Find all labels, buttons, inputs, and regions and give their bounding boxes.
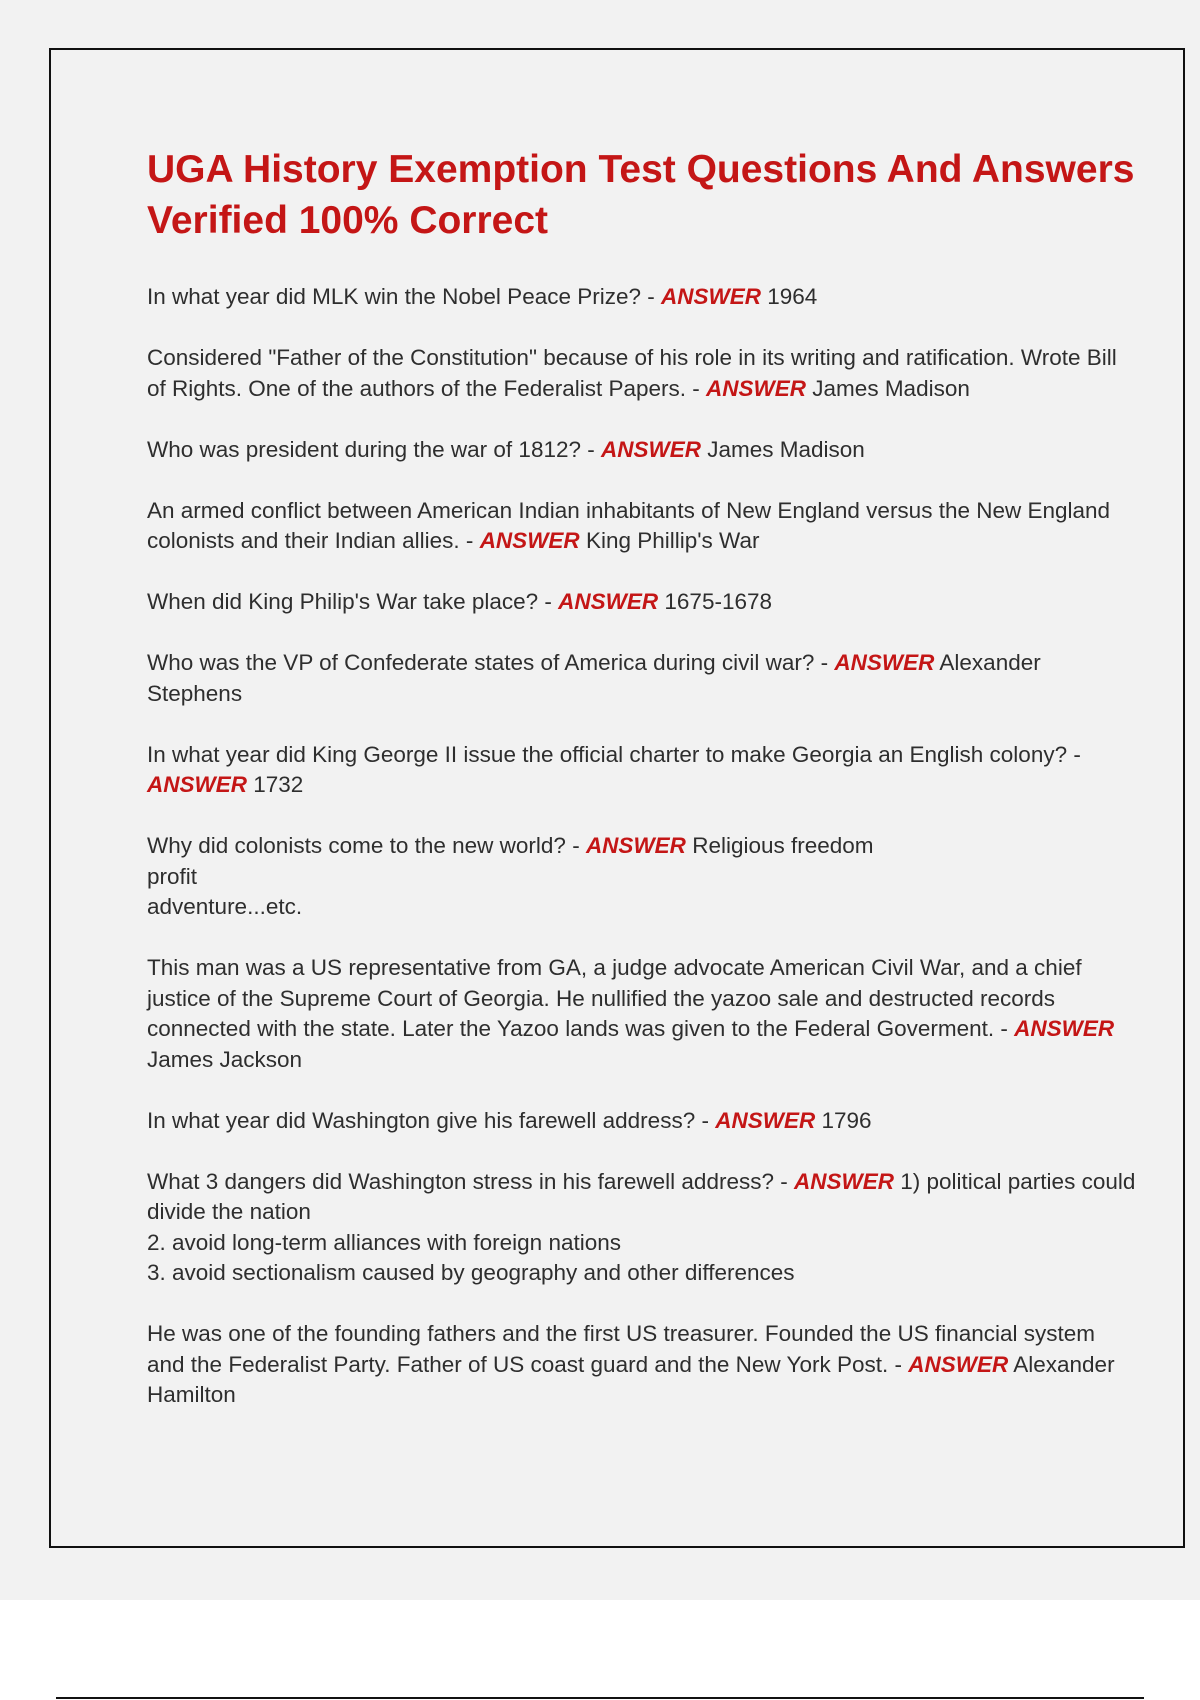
answer-label: ANSWER: [479, 528, 580, 553]
answer-label: ANSWER: [661, 284, 762, 309]
answer-text: King Phillip's War: [579, 528, 760, 553]
answer-text: 1732: [247, 772, 304, 797]
question-text: In what year did King George II issue the official charter to make Georgia an English colony? -: [147, 741, 1081, 767]
question-text: An armed conflict between American Indian inhabitants of New England versus the New England colonists and their Indian allies. -: [147, 497, 1111, 553]
question-text: What 3 dangers did Washington stress in his farewell address? -: [147, 1168, 794, 1194]
answer-label: ANSWER: [1014, 1016, 1115, 1041]
question-text: Who was the VP of Confederate states of America during civil war? -: [147, 650, 835, 675]
document-title: UGA History Exemption Test Questions And Answers Verified 100% Correct: [147, 148, 1135, 242]
answer-label: ANSWER: [558, 589, 659, 614]
document-page: [49, 48, 1185, 1548]
answer-text: James Madison: [701, 436, 865, 462]
qa-item: [147, 282, 1137, 313]
next-page-area: [0, 1600, 1200, 1700]
answer-text: Religious freedom profit adventure...etc.: [147, 833, 874, 919]
answer-label: ANSWER: [706, 375, 807, 401]
qa-item: [147, 1106, 1137, 1137]
answer-label: ANSWER: [715, 1107, 816, 1133]
answer-label: ANSWER: [793, 1168, 894, 1194]
qa-item: [147, 1167, 1137, 1289]
question-text: Who was president during the war of 1812? -: [147, 436, 601, 462]
answer-text: 1) political parties could divide the nation 2. avoid long-term alliances with foreign nations 3. avoid sectionalism caused by geography and other differences: [147, 1168, 1136, 1285]
page-divider: [56, 1697, 1144, 1699]
question-text: Considered "Father of the Constitution" because of his role in its writing and ratification. Wrote Bill of Rights. One of the authors of the Federalist Papers. -: [147, 345, 1117, 401]
question-text: He was one of the founding fathers and the first US treasurer. Founded the US financial system and the Federalist Party. Father of US coast guard and the New York Post. -: [147, 1321, 1096, 1377]
answer-text: James Jackson: [147, 1046, 303, 1072]
question-text: Why did colonists come to the new world? -: [147, 833, 586, 858]
answer-text: 1796: [815, 1107, 872, 1133]
question-text: When did King Philip's War take place? -: [147, 589, 559, 614]
answer-text: James Madison: [806, 375, 970, 401]
answer-label: ANSWER: [585, 833, 686, 858]
answer-label: ANSWER: [834, 650, 935, 675]
question-text: In what year did MLK win the Nobel Peace Prize? -: [147, 284, 662, 309]
qa-item: [147, 648, 1137, 709]
answer-text: Alexander Stephens: [147, 650, 1041, 706]
document-content: [147, 144, 1137, 1441]
qa-item: [147, 435, 1137, 466]
qa-item: [147, 831, 1137, 923]
answer-text: 1675-1678: [658, 589, 773, 614]
answer-label: ANSWER: [908, 1351, 1009, 1377]
answer-label: ANSWER: [147, 772, 247, 797]
question-text: In what year did Washington give his farewell address? -: [147, 1107, 716, 1133]
qa-item: [147, 740, 1137, 801]
qa-item: [147, 953, 1137, 1075]
answer-text: Alexander Hamilton: [147, 1351, 1115, 1407]
answer-text: 1964: [761, 284, 818, 309]
question-text: This man was a US representative from GA, a judge advocate American Civil War, and a chief justice of the Supreme Court of Georgia. He nullified the yazoo sale and destructed records connected with the state. Later the Yazoo lands was given to the Federal Goverment. -: [147, 955, 1082, 1041]
qa-item: [147, 496, 1137, 557]
qa-item: [147, 1319, 1137, 1411]
qa-item: [147, 343, 1137, 404]
answer-label: ANSWER: [601, 436, 701, 462]
qa-item: [147, 587, 1137, 618]
